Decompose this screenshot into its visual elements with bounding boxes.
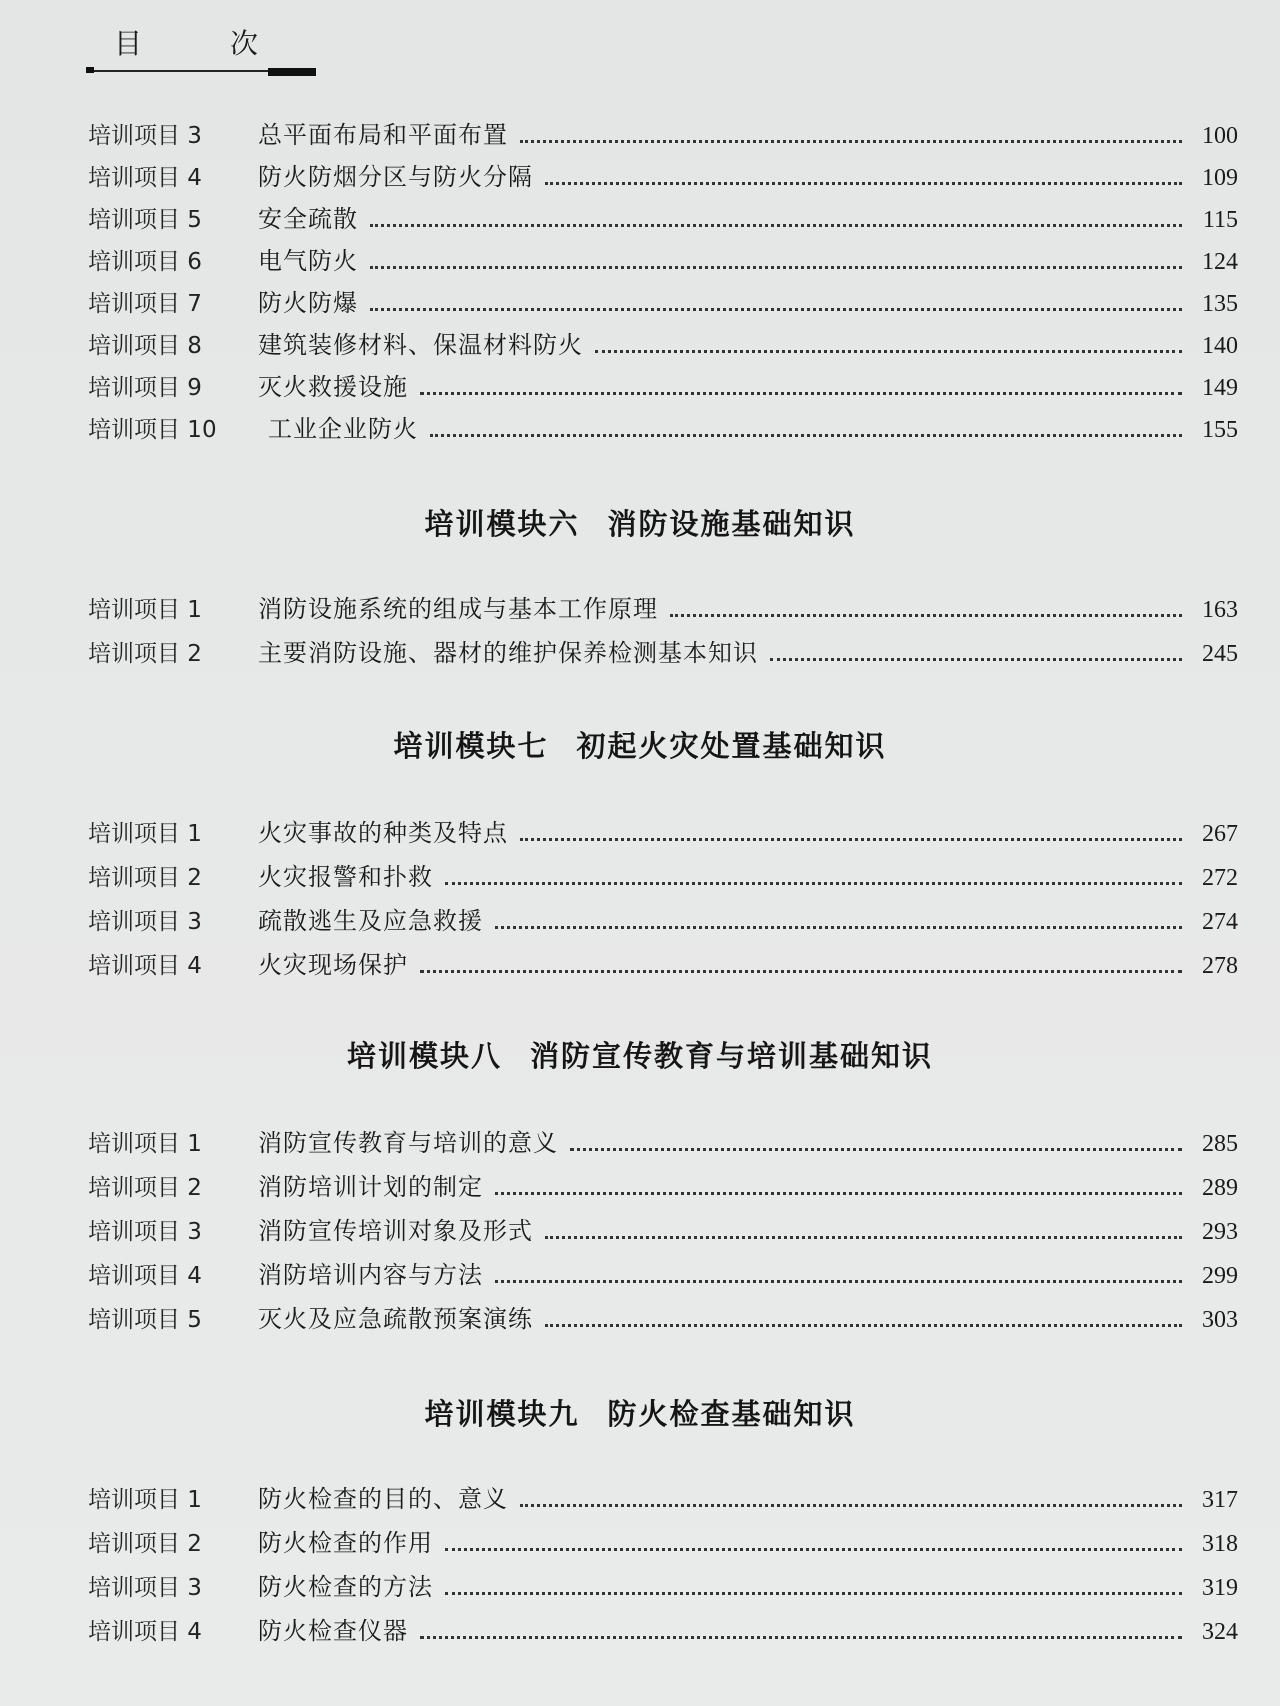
- entry-page: 245: [1202, 641, 1238, 667]
- header-rule-bar: [268, 68, 316, 76]
- entry-label: 培训项目 2: [88, 641, 202, 667]
- leader-dots: [545, 1324, 1182, 1327]
- entry-label: 培训项目 10: [88, 417, 217, 443]
- entry-page: 163: [1202, 597, 1238, 623]
- entry-page: 289: [1202, 1175, 1238, 1201]
- entry-page: 109: [1202, 165, 1238, 191]
- toc-entry[interactable]: [88, 1168, 1238, 1206]
- entry-title: 安全疏散: [258, 205, 358, 233]
- entry-title: 防火防烟分区与防火分隔: [258, 163, 533, 191]
- leader-dots: [495, 1192, 1182, 1195]
- leader-dots: [445, 1548, 1182, 1551]
- toc-entry[interactable]: [88, 902, 1238, 940]
- entry-label: 培训项目 1: [88, 1487, 202, 1513]
- toc-entry[interactable]: [88, 1480, 1238, 1518]
- module-subject: 消防设施基础知识: [607, 507, 856, 541]
- leader-dots: [545, 182, 1182, 185]
- toc-header: [86, 18, 316, 78]
- entry-title: 疏散逃生及应急救援: [258, 907, 483, 935]
- leader-dots: [445, 1592, 1182, 1595]
- toc-entry[interactable]: [88, 284, 1238, 322]
- toc-entry[interactable]: [88, 634, 1238, 672]
- module-heading-6: [0, 502, 1280, 543]
- leader-dots: [370, 224, 1182, 227]
- toc-entry[interactable]: [88, 1124, 1238, 1162]
- entry-title: 主要消防设施、器材的维护保养检测基本知识: [258, 639, 758, 667]
- entry-label: 培训项目 2: [88, 1531, 202, 1557]
- leader-dots: [495, 1280, 1182, 1283]
- toc-entry[interactable]: [88, 1568, 1238, 1606]
- toc-entry[interactable]: [88, 1524, 1238, 1562]
- entry-page: 124: [1202, 249, 1238, 275]
- entry-label: 培训项目 4: [88, 1263, 202, 1289]
- entry-page: 319: [1202, 1575, 1238, 1601]
- entry-page: 324: [1202, 1619, 1238, 1645]
- entry-label: 培训项目 3: [88, 909, 202, 935]
- toc-entry[interactable]: [88, 368, 1238, 406]
- entry-title: 灭火及应急疏散预案演练: [258, 1305, 533, 1333]
- leader-dots: [670, 614, 1182, 617]
- leader-dots: [430, 434, 1182, 437]
- entry-label: 培训项目 9: [88, 375, 202, 401]
- entry-page: 318: [1202, 1531, 1238, 1557]
- toc-entry[interactable]: [88, 1612, 1238, 1650]
- leader-dots: [495, 926, 1182, 929]
- entry-title: 消防宣传教育与培训的意义: [258, 1129, 558, 1157]
- entry-title: 灭火救援设施: [258, 373, 408, 401]
- leader-dots: [420, 1636, 1182, 1639]
- toc-entry[interactable]: [88, 116, 1238, 154]
- entry-page: 272: [1202, 865, 1238, 891]
- entry-page: 140: [1202, 333, 1238, 359]
- entry-label: 培训项目 5: [88, 1307, 202, 1333]
- toc-title-char-1: 目: [114, 27, 145, 60]
- entry-label: 培训项目 5: [88, 207, 202, 233]
- entry-label: 培训项目 6: [88, 249, 202, 275]
- entry-page: 274: [1202, 909, 1238, 935]
- module-heading-9: [0, 1392, 1280, 1433]
- entry-title: 防火检查的目的、意义: [258, 1485, 508, 1513]
- entry-page: 155: [1202, 417, 1238, 443]
- module-heading-8: [0, 1034, 1280, 1075]
- entry-title: 消防培训内容与方法: [258, 1261, 483, 1289]
- module-heading-7: [0, 724, 1280, 765]
- entry-label: 培训项目 7: [88, 291, 202, 317]
- entry-page: 299: [1202, 1263, 1238, 1289]
- leader-dots: [370, 266, 1182, 269]
- header-rule-cap: [86, 67, 94, 73]
- entry-page: 278: [1202, 953, 1238, 979]
- module-name: 培训模块八: [346, 1039, 502, 1073]
- module-name: 培训模块六: [424, 507, 580, 541]
- entry-title: 防火检查仪器: [258, 1617, 408, 1645]
- toc-entry[interactable]: [88, 1256, 1238, 1294]
- leader-dots: [595, 350, 1182, 353]
- leader-dots: [420, 392, 1182, 395]
- entry-page: 149: [1202, 375, 1238, 401]
- entry-title: 消防宣传培训对象及形式: [258, 1217, 533, 1245]
- entry-label: 培训项目 2: [88, 1175, 202, 1201]
- toc-entry[interactable]: [88, 158, 1238, 196]
- entry-label: 培训项目 1: [88, 821, 202, 847]
- entry-label: 培训项目 4: [88, 953, 202, 979]
- entry-label: 培训项目 8: [88, 333, 202, 359]
- entry-label: 培训项目 1: [88, 1131, 202, 1157]
- toc-entry[interactable]: [88, 242, 1238, 280]
- toc-entry[interactable]: [88, 1212, 1238, 1250]
- leader-dots: [520, 1504, 1182, 1507]
- entry-title: 防火防爆: [258, 289, 358, 317]
- entry-title: 电气防火: [258, 247, 358, 275]
- leader-dots: [370, 308, 1182, 311]
- toc-entry[interactable]: [88, 410, 1238, 448]
- entry-title: 火灾现场保护: [258, 951, 408, 979]
- entry-title: 火灾事故的种类及特点: [258, 819, 508, 847]
- entry-title: 工业企业防火: [268, 415, 418, 443]
- entry-label: 培训项目 1: [88, 597, 202, 623]
- entry-label: 培训项目 4: [88, 165, 202, 191]
- entry-label: 培训项目 2: [88, 865, 202, 891]
- module-subject: 初起火灾处置基础知识: [576, 729, 887, 763]
- toc-entry[interactable]: [88, 1300, 1238, 1338]
- leader-dots: [520, 838, 1182, 841]
- module-subject: 消防宣传教育与培训基础知识: [530, 1039, 934, 1073]
- entry-page: 303: [1202, 1307, 1238, 1333]
- entry-label: 培训项目 4: [88, 1619, 202, 1645]
- toc-entry[interactable]: [88, 590, 1238, 628]
- entry-page: 317: [1202, 1487, 1238, 1513]
- entry-page: 293: [1202, 1219, 1238, 1245]
- toc-title-char-2: 次: [230, 27, 261, 60]
- leader-dots: [445, 882, 1182, 885]
- entry-page: 267: [1202, 821, 1238, 847]
- entry-title: 建筑装修材料、保温材料防火: [258, 331, 583, 359]
- entry-page: 135: [1202, 291, 1238, 317]
- toc-entry[interactable]: [88, 200, 1238, 238]
- toc-entry[interactable]: [88, 326, 1238, 364]
- entry-title: 消防设施系统的组成与基本工作原理: [258, 595, 658, 623]
- entry-label: 培训项目 3: [88, 1219, 202, 1245]
- entry-page: 285: [1202, 1131, 1238, 1157]
- toc-entry[interactable]: [88, 946, 1238, 984]
- leader-dots: [420, 970, 1182, 973]
- leader-dots: [570, 1148, 1182, 1151]
- entry-label: 培训项目 3: [88, 123, 202, 149]
- entry-title: 防火检查的作用: [258, 1529, 433, 1557]
- toc-entry[interactable]: [88, 858, 1238, 896]
- entry-title: 火灾报警和扑救: [258, 863, 433, 891]
- module-name: 培训模块九: [424, 1397, 580, 1431]
- entry-title: 消防培训计划的制定: [258, 1173, 483, 1201]
- leader-dots: [770, 658, 1182, 661]
- entry-title: 防火检查的方法: [258, 1573, 433, 1601]
- module-subject: 防火检查基础知识: [607, 1397, 856, 1431]
- entry-label: 培训项目 3: [88, 1575, 202, 1601]
- leader-dots: [545, 1236, 1182, 1239]
- entry-page: 100: [1202, 123, 1238, 149]
- entry-title: 总平面布局和平面布置: [258, 121, 508, 149]
- leader-dots: [520, 140, 1182, 143]
- toc-entry[interactable]: [88, 814, 1238, 852]
- module-name: 培训模块七: [393, 729, 549, 763]
- entry-page: 115: [1202, 207, 1238, 233]
